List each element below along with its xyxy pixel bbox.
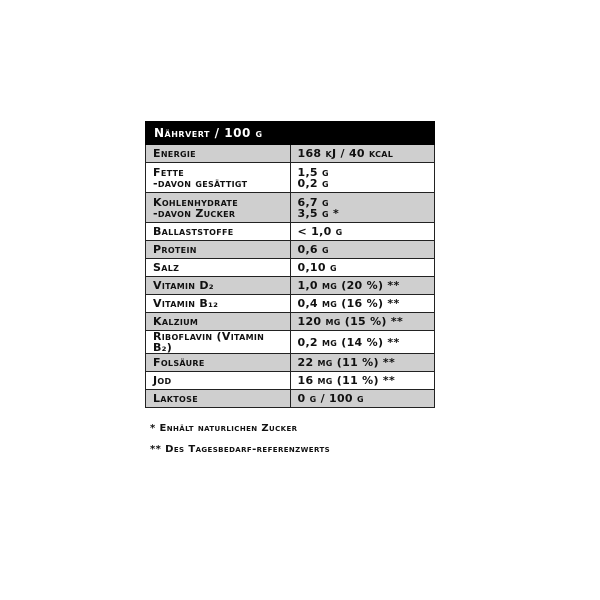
table-row: [146, 354, 435, 372]
table-row: [146, 145, 435, 163]
footnote-reference-intake: ** Des Tagesbedarf-referenzwerts: [150, 444, 331, 455]
table-row: [146, 277, 435, 295]
nutrient-label: Kalzium: [146, 313, 291, 331]
nutrient-value: 168 kJ / 40 kcal: [290, 145, 435, 163]
nutrient-value: 0,6 g: [290, 241, 435, 259]
nutrient-value: < 1,0 g: [290, 223, 435, 241]
nutrient-value-cell: [290, 163, 435, 193]
nutrient-value: 1,0 µg (20 %) **: [290, 277, 435, 295]
table-row: [146, 163, 435, 193]
nutrient-sublabel: -davon Zucker: [153, 206, 236, 220]
nutrient-label: Ballaststoffe: [146, 223, 291, 241]
nutrient-label: Protein: [146, 241, 291, 259]
nutrient-value: 0,4 µg (16 %) **: [290, 295, 435, 313]
table-row: [146, 390, 435, 408]
nutrient-label: Jod: [146, 372, 291, 390]
nutrient-label: Energie: [146, 145, 291, 163]
nutrient-sublabel: -davon gesättigt: [153, 176, 248, 190]
nutrient-label: Laktose: [146, 390, 291, 408]
footnote-natural-sugar: * Enhält naturlichen Zucker: [150, 423, 298, 434]
table-row: [146, 372, 435, 390]
table-row: [146, 295, 435, 313]
table-row: [146, 193, 435, 223]
nutrient-value: 120 mg (15 %) **: [290, 313, 435, 331]
nutrient-label-cell: [146, 163, 291, 193]
nutrient-value: 0,10 g: [290, 259, 435, 277]
nutrient-value: 0,2 mg (14 %) **: [290, 331, 435, 354]
nutrient-label: Kohlenhydrate: [153, 195, 238, 209]
table-row: [146, 241, 435, 259]
nutrient-label: Fette: [153, 165, 185, 179]
table-row: [146, 331, 435, 354]
nutrient-label: Vitamin D₂: [146, 277, 291, 295]
nutrient-value: 22 µg (11 %) **: [290, 354, 435, 372]
nutrient-label: Folsäure: [146, 354, 291, 372]
nutrition-table: [145, 121, 435, 408]
nutrient-subvalue: 3,5 g *: [297, 206, 340, 220]
table-header: Nährvert / 100 g: [146, 122, 435, 145]
nutrient-value-cell: [290, 193, 435, 223]
nutrient-value: 0 g / 100 g: [290, 390, 435, 408]
table-header-row: [146, 122, 435, 145]
nutrient-label-cell: [146, 193, 291, 223]
nutrient-value: 1,5 g: [297, 165, 329, 179]
footnotes: [145, 418, 435, 460]
nutrient-value: 6,7 g: [297, 195, 329, 209]
table-row: [146, 223, 435, 241]
nutrient-subvalue: 0,2 g: [297, 176, 329, 190]
nutrient-label: Vitamin B₁₂: [146, 295, 291, 313]
nutrient-label: Salz: [146, 259, 291, 277]
nutrient-label: Riboflavin (Vitamin B₂): [146, 331, 291, 354]
table-row: [146, 259, 435, 277]
table-row: [146, 313, 435, 331]
nutrient-value: 16 µg (11 %) **: [290, 372, 435, 390]
nutrition-panel: [145, 121, 435, 460]
